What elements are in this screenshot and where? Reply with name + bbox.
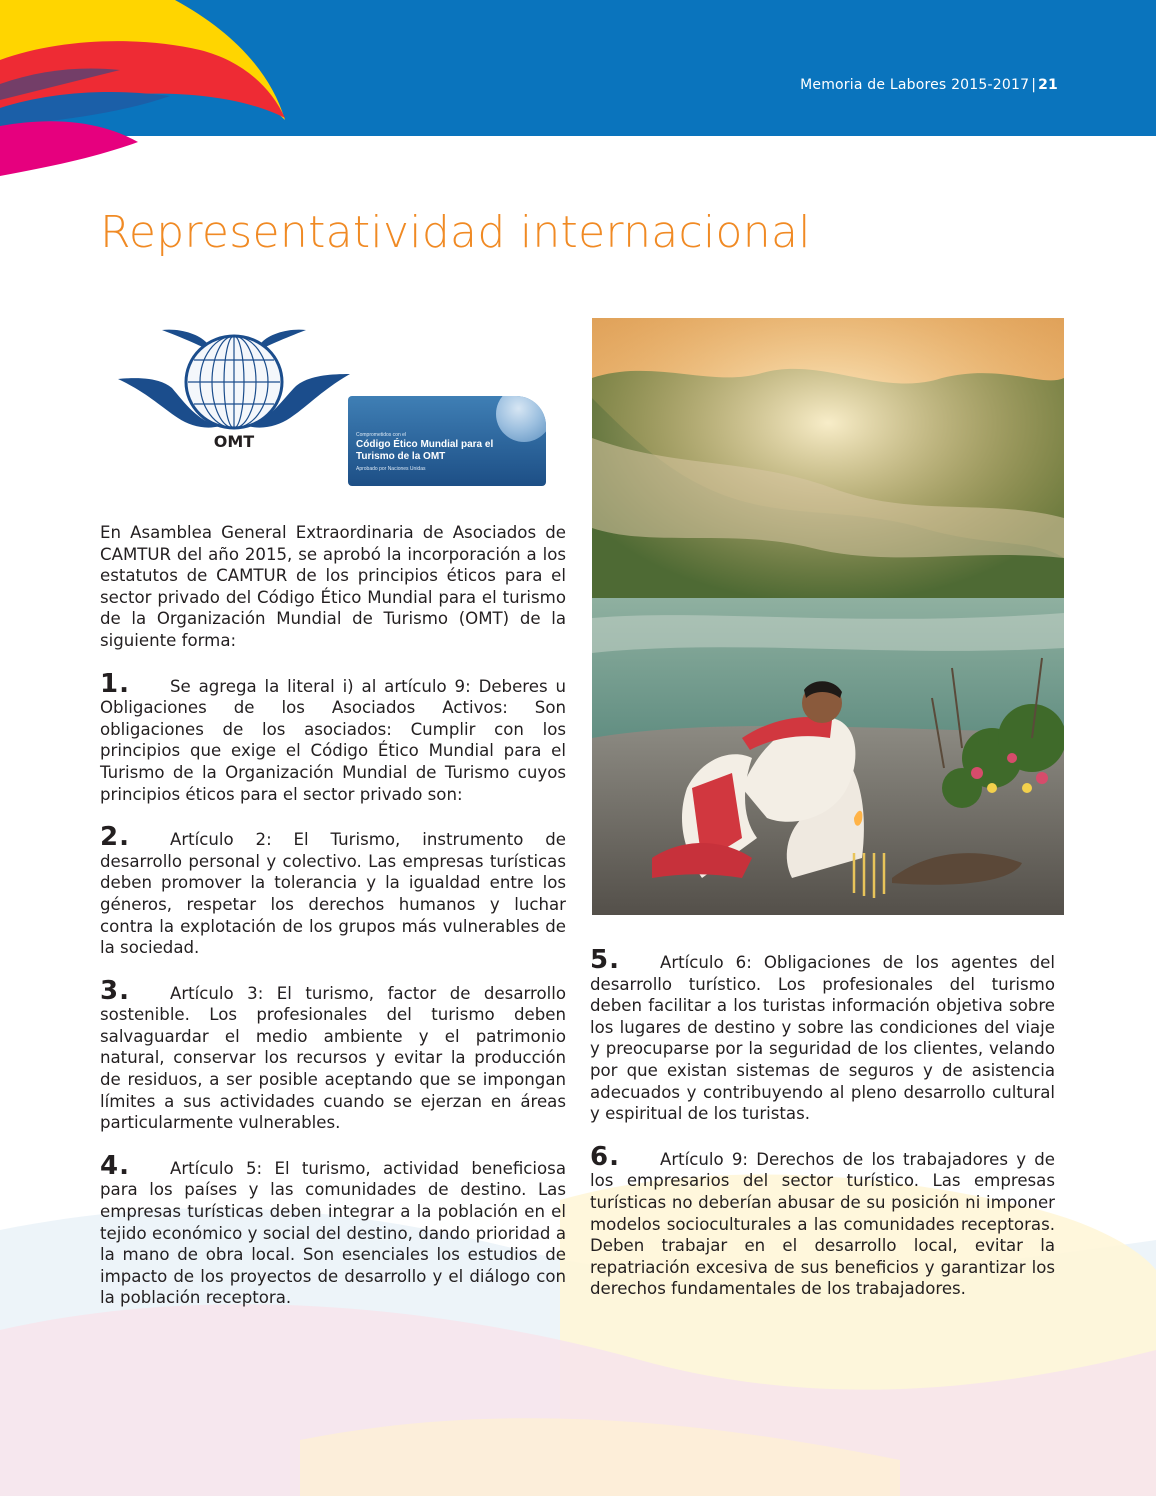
omt-logo-text: OMT (213, 432, 255, 451)
item-number: 3. (100, 975, 130, 1006)
header-swoosh-decoration (0, 0, 300, 180)
ceremony-photo (592, 318, 1064, 915)
photo-mayan-ceremony-at-lake-icon (592, 318, 1064, 915)
left-text-column (100, 522, 566, 1309)
badge-foot-text: Aprobado por Naciones Unidas (356, 466, 426, 472)
item-number: 4. (100, 1150, 130, 1181)
intro-paragraph: En Asamblea General Extraordinaria de Asociados de CAMTUR del año 2015, se aprobó la incorporación a los estatutos de CAMTUR de los principios éticos para el sector privado del Código Ético Mundial para el turismo de la Organización Mundial de Turismo (OMT) de la siguiente forma: (100, 523, 566, 650)
item-text: Artículo 5: El turismo, actividad beneficiosa para los países y las comunidades de destino. Las empresas turísticas deben integrar a la población en el tejido económico y social del destino, dando prioridad a la mano de obra local. Son esenciales los estudios de impacto de los proyectos de desarrollo y el diálogo con la población receptora. (100, 1158, 566, 1308)
list-item-2 (100, 822, 566, 959)
page-title: Representatividad internacional (100, 207, 811, 258)
right-text-column (590, 945, 1055, 1300)
page-number: 21 (1038, 77, 1058, 93)
item-text: Artículo 6: Obligaciones de los agentes del desarrollo turístico. Los profesionales del turismo deben facilitar a los turistas información objetiva sobre los lugares de destino y sobre las condiciones del viaje y preocuparse por la seguridad de los clientes, velando por que existan sistemas de seguros y de asistencia adecuados y contribuyendo al pleno desarrollo cultural y espiritual de los turistas. (590, 953, 1055, 1124)
item-text: Artículo 9: Derechos de los trabajadores y de los empresarios del sector turístico. Las empresas turísticas no deberían abusar de su posición ni imponer modelos socioculturales a las comunidades receptoras. Deben trabajar en el desarrollo local, evitar la repatriación excesiva de sus beneficios y garantizar los derechos fundamentales de los trabajadores. (590, 1149, 1055, 1299)
globe-icon (496, 396, 546, 442)
codigo-etico-badge (348, 396, 546, 486)
item-text: Artículo 3: El turismo, factor de desarrollo sostenible. Los profesionales del turismo deben salvaguardar el medio ambiente y el patrimonio natural, conservar los recursos y evitar la producción de residuos, a ser posible aceptando que se impongan límites a sus actividades cuando se ejerzan en áreas particularmente vulnerables. (100, 983, 566, 1133)
badge-main-text: Código Ético Mundial para el Turismo de la OMT (356, 439, 494, 462)
list-item-3 (100, 975, 566, 1134)
item-number: 1. (100, 668, 130, 699)
badge-small-text: Comprometidos con el (356, 432, 407, 438)
item-number: 2. (100, 822, 130, 853)
header-running-title (800, 77, 1058, 93)
item-text: Artículo 2: El Turismo, instrumento de desarrollo personal y colectivo. Las empresas turísticas deben promover la tolerancia y la igualdad entre los géneros, respetar los derechos humanos y luchar contra la explotación de los grupos más vulnerables de la sociedad. (100, 830, 566, 958)
publication-name: Memoria de Labores 2015-2017 (800, 77, 1030, 93)
list-item-4 (100, 1150, 566, 1309)
item-number: 6. (590, 1141, 620, 1172)
list-item-6 (590, 1141, 1055, 1300)
list-item-5 (590, 945, 1055, 1125)
list-item-1 (100, 668, 566, 806)
header-separator: | (1031, 77, 1037, 93)
item-number: 5. (590, 945, 620, 975)
item-text: Se agrega la literal i) al artículo 9: Deberes u Obligaciones de los Asociados Activos: Son obligaciones de los asociados: Cumplir con los principios que exige el Código Ético Mundial para el Turismo de la Organización Mundial de Turismo cuyos principios éticos para el sector privado son: (100, 676, 566, 804)
